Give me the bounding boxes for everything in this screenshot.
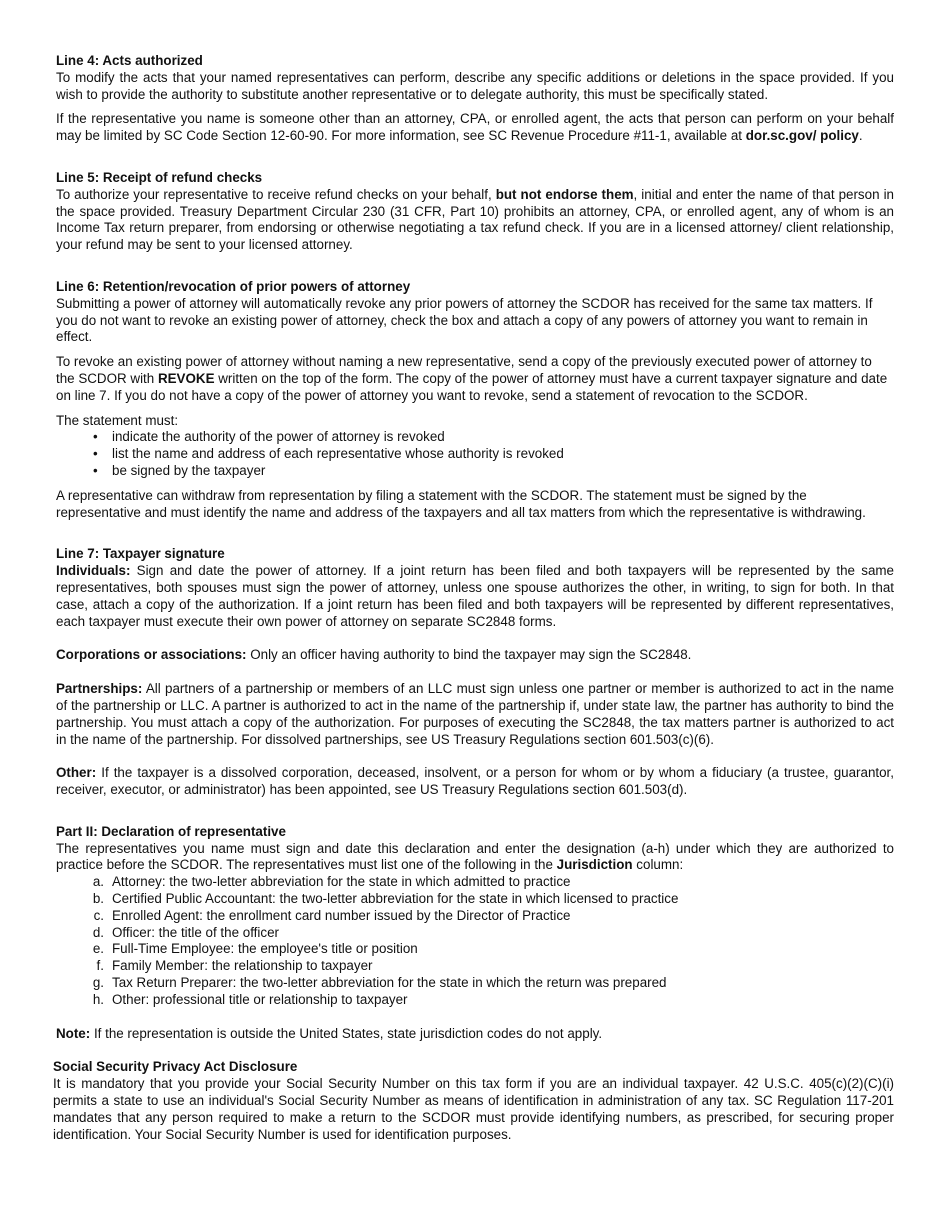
other-text: If the taxpayer is a dissolved corporation, deceased, insolvent, or a person for whom or by whom a fiduciary (a trustee, guarantor, receiver, executor, or administrator) has been appointed, see US Treasury Regulations section 601.503(d). xyxy=(56,765,894,798)
line4-paragraph-2 xyxy=(56,111,894,145)
corporations-paragraph xyxy=(56,647,894,664)
line6-heading: Line 6: Retention/revocation of prior powers of attorney xyxy=(56,278,411,294)
bullet-icon: • xyxy=(93,462,98,478)
other-paragraph xyxy=(56,765,894,799)
line6-paragraph-2-end: written on the top of the form. The copy of the power of attorney must have a current taxpayer signature and date on line 7. If you do not have a copy of the power of attorney you want to revoke, send a statement of revocation to the SCDOR. xyxy=(56,370,888,403)
list-item-text: Family Member: the relationship to taxpayer xyxy=(112,958,373,974)
list-item xyxy=(88,891,894,908)
list-marker: f. xyxy=(96,958,104,974)
jurisdiction-keyword: Jurisdiction xyxy=(556,857,633,873)
list-item xyxy=(88,908,894,925)
line4-paragraph-2-text: If the representative you name is someone other than an attorney, CPA, or enrolled agent, the acts that person can perform on your behalf may be limited by SC Code Section 12-60-90. For more information, see SC Revenue Procedure #11-1, available at xyxy=(56,111,894,144)
list-item xyxy=(88,958,894,975)
line5-paragraph-start: To authorize your representative to receive refund checks on your behalf, xyxy=(56,186,496,202)
list-item-text: Full-Time Employee: the employee's title or position xyxy=(112,941,418,957)
line6-paragraph-2 xyxy=(56,354,894,404)
privacy-heading: Social Security Privacy Act Disclosure xyxy=(53,1059,298,1075)
list-marker: h. xyxy=(92,991,104,1007)
note-paragraph xyxy=(56,1026,894,1043)
list-item-text: Enrolled Agent: the enrollment card number issued by the Director of Practice xyxy=(112,907,571,923)
line5-paragraph xyxy=(56,187,894,254)
list-marker: b. xyxy=(92,891,104,907)
line6-section xyxy=(56,279,894,521)
list-item-text: Tax Return Preparer: the two-letter abbreviation for the state in which the return was prepared xyxy=(112,975,667,991)
line6-paragraph-3: A representative can withdraw from representation by filing a statement with the SCDOR. The statement must be signed by the representative and must identify the name and address of the taxpayers and all tax matters from which the representative is withdrawing. xyxy=(56,487,866,520)
part2-heading: Part II: Declaration of representative xyxy=(56,823,286,839)
list-item-text: be signed by the taxpayer xyxy=(112,462,266,478)
dor-policy-link: dor.sc.gov/ policy xyxy=(745,128,859,144)
privacy-paragraph: It is mandatory that you provide your Social Security Number on this tax form if you are an individual taxpayer. 42 U.S.C. 405(c)(2)(C)(i) permits a state to use an individual's Social Security Number as means of identification in administration of any tax. SC Regulation 117-201 mandates that any person required to make a return to the SCDOR must provide identifying numbers, as prescribed, for securing proper identification. Your Social Security Number is used for identification purposes. xyxy=(53,1076,894,1142)
list-marker: g. xyxy=(92,975,104,991)
part2-intro-start: The representatives you name must sign and date this declaration and enter the designation (a-h) under which they are authorized to practice before the SCDOR. The representatives must list one of the following in the xyxy=(56,840,894,873)
list-marker: e. xyxy=(92,941,104,957)
line7-section xyxy=(56,546,894,799)
line4-heading: Line 4: Acts authorized xyxy=(56,53,203,68)
revoke-keyword: REVOKE xyxy=(157,370,215,386)
corporations-text: Only an officer having authority to bind the taxpayer may sign the SC2848. xyxy=(246,647,692,663)
list-item-text: Officer: the title of the officer xyxy=(112,924,279,940)
list-item xyxy=(88,941,894,958)
privacy-section xyxy=(53,1059,894,1143)
list-marker: d. xyxy=(92,924,104,940)
list-item-text: Other: professional title or relationship to taxpayer xyxy=(112,991,408,1007)
list-marker: a. xyxy=(92,874,104,890)
bullet-icon: • xyxy=(93,446,98,462)
part2-section xyxy=(56,824,894,1043)
line6-paragraph-1: Submitting a power of attorney will automatically revoke any prior powers of attorney the SCDOR has received for the same tax matters. If you do not want to revoke an existing power of attorney, check the box and attach a copy of any powers of attorney you want to remain in effect. xyxy=(56,295,873,345)
list-item xyxy=(88,992,894,1009)
individuals-text: Sign and date the power of attorney. If a joint return has been filed and both taxpayers will be represented by the same representatives, both spouses must sign the power of attorney, unless one spouse authorizes the other, in writing, to sign for both. In that case, attach a copy of the authorization. If a joint return has been filed and both taxpayers will be represented by different representatives, each taxpayer must execute their own power of attorney on separate SC2848 forms. xyxy=(56,563,894,629)
list-item-text: Attorney: the two-letter abbreviation for the state in which admitted to practice xyxy=(112,874,571,890)
partnerships-paragraph xyxy=(56,681,894,748)
individuals-paragraph xyxy=(56,563,894,630)
line5-emphasis: but not endorse them xyxy=(495,186,634,202)
note-text: If the representation is outside the United States, state jurisdiction codes do not apply. xyxy=(90,1025,603,1041)
line5-heading: Line 5: Receipt of refund checks xyxy=(56,169,263,185)
list-marker: c. xyxy=(93,907,104,923)
other-label: Other: xyxy=(56,765,97,781)
list-item xyxy=(92,463,894,480)
line4-section xyxy=(56,53,894,145)
list-item-text: indicate the authority of the power of attorney is revoked xyxy=(112,429,445,445)
list-item xyxy=(92,446,894,463)
designation-list xyxy=(56,874,894,1008)
list-item-text: Certified Public Accountant: the two-letter abbreviation for the state in which licensed to practice xyxy=(112,891,679,907)
individuals-label: Individuals: xyxy=(56,563,131,579)
line5-paragraph-end: , initial and enter the name of that person in the space provided. Treasury Department Circular 230 (31 CFR, Part 10) prohibits an attorney, CPA, or enrolled agent, any of whom is an Income Tax return preparer, from endorsing or otherwise negotiating a tax refund check. If you are in a licensed attorney/ client relationship, your refund may be sent to your licensed attorney. xyxy=(56,186,894,253)
list-item xyxy=(88,975,894,992)
part2-intro xyxy=(56,841,894,875)
statement-requirements-list xyxy=(56,429,894,479)
note-label: Note: xyxy=(56,1025,91,1041)
list-item xyxy=(88,874,894,891)
partnerships-label: Partnerships: xyxy=(56,681,143,697)
list-item-text: list the name and address of each representative whose authority is revoked xyxy=(112,446,564,462)
line4-paragraph-2-end: . xyxy=(858,128,863,144)
part2-intro-end: column: xyxy=(632,857,684,873)
line7-heading: Line 7: Taxpayer signature xyxy=(56,546,225,562)
statement-intro: The statement must: xyxy=(56,412,179,428)
corporations-label: Corporations or associations: xyxy=(56,647,247,663)
line6-paragraph-2-start: To revoke an existing power of attorney without naming a new representative, send a copy of the previously executed power of attorney to the SCDOR with xyxy=(56,354,872,386)
list-item xyxy=(88,925,894,942)
partnerships-text: All partners of a partnership or members of an LLC must sign unless one partner or member is authorized to act in the name of the partnership or LLC. A partner is authorized to act in the name of the partnership if, under state law, the partner has authority to bind the partnership. You must attach a copy of the authorization. For purposes of executing the SC2848, the tax matters partner is authorized to act in the name of the partnership. For dissolved partnerships, see US Treasury Regulations section 601.503(c)(6). xyxy=(56,681,894,747)
line5-section xyxy=(56,170,894,254)
list-item xyxy=(92,429,894,446)
bullet-icon: • xyxy=(93,429,98,445)
line4-paragraph-1: To modify the acts that your named representatives can perform, describe any specific additions or deletions in the space provided. If you wish to provide the authority to substitute another representative or to delegate authority, this must be specifically stated. xyxy=(56,69,894,102)
